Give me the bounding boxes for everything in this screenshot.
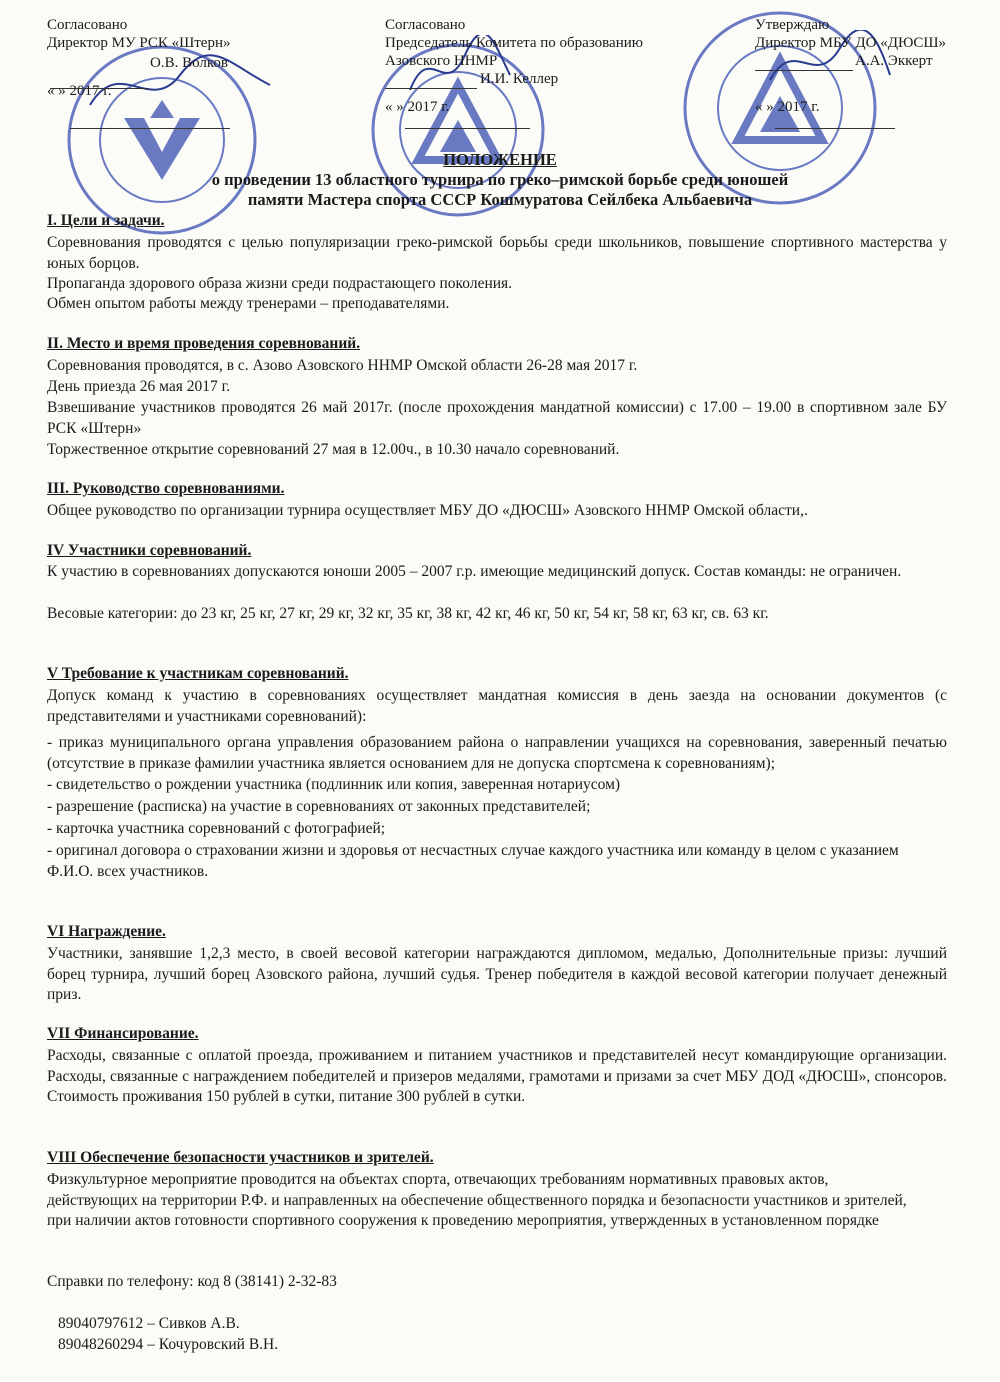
section-6-p1: Участники, занявшие 1,2,3 место, в своей весовой категории награждаются дипломом, медалью, Дополнительные призы: лучший борец турнира, лучший борец Азовского района, лучший судья. Тренер победителя в каждой весовой категории получает денежный приз. bbox=[47, 945, 947, 1003]
doc-subtitle: о проведении 13 областного турнира по греко–римской борьбе среди юношей bbox=[211, 170, 789, 189]
section-4-p2: Весовые категории: до 23 кг, 25 кг, 27 кг, 29 кг, 32 кг, 35 кг, 38 кг, 42 кг, 46 кг, 50 кг, 54 кг, 58 кг, 63 кг, св. 63 кг. bbox=[47, 605, 769, 622]
section-8-p1: Физкультурное мероприятие проводится на объектах спорта, отвечающих требованиям нормативных правовых актов, действующих на территории Р.Ф. и направленных на обеспечение общественного порядка и безопасности участников и зрителей, при наличии актов готовности спортивного сооружения к проведению мероприятия, утвержденных в установленном порядке bbox=[47, 1171, 907, 1229]
section-2-p1: Соревнования проводятся, в с. Азово Азовского ННМР Омской области 26-28 мая 2017 г. bbox=[47, 357, 638, 374]
approval-left-label: Согласовано bbox=[47, 17, 128, 33]
section-5-p4: - разрешение (расписка) на участие в соревнованиях от законных представителей; bbox=[47, 798, 591, 815]
contact-1: 89040797612 – Сивков А.В. bbox=[58, 1315, 240, 1332]
section-2-p4: Торжественное открытие соревнований 27 мая в 12.00ч., в 10.30 начало соревнований. bbox=[47, 441, 620, 458]
section-1-heading: I. Цели и задачи. bbox=[47, 212, 165, 229]
approval-left-position: Директор МУ РСК «Штерн» bbox=[47, 35, 231, 51]
section-1-p2: Пропаганда здорового образа жизни среди подрастающего поколения. bbox=[47, 275, 513, 292]
section-5-p3: - свидетельство о рождении участника (подлинник или копия, заверенная нотариусом) bbox=[47, 776, 621, 793]
approval-center bbox=[385, 16, 643, 116]
section-7-p1: Расходы, связанные с оплатой проезда, проживанием и питанием участников и представителей несут командирующие организации. Расходы, связанные с награждением победителей и призеров медалями, грамотами и призами за счет МБУ ДОД «ДЮСШ», спонсоров. Стоимость проживания 150 рублей в сутки, питание 300 рублей в сутки. bbox=[47, 1047, 947, 1105]
section-1-p1: Соревнования проводятся с целью популяризации греко-римской борьбы среди школьников, повышение спортивного мастерства у юных борцов. bbox=[47, 234, 947, 272]
section-1-p3: Обмен опытом работы между тренерами – преподавателями. bbox=[47, 295, 450, 312]
approval-center-label: Согласовано bbox=[385, 17, 466, 33]
approval-left-date: « » 2017 г. bbox=[47, 83, 112, 99]
phone-info: Справки по телефону: код 8 (38141) 2-32-83 bbox=[47, 1273, 337, 1290]
approval-right bbox=[755, 16, 946, 116]
section-7-heading: VII Финансирование. bbox=[47, 1025, 199, 1042]
section-5-p6: - оригинал договора о страховании жизни и здоровья от несчастных случае каждого участника или команду в целом с указанием Ф.И.О. всех участников. bbox=[47, 842, 899, 880]
section-2-p3: Взвешивание участников проводятся 26 май 2017г. (после прохождения мандатной комиссии) с 17.00 – 19.00 в спортивном зале БУ РСК «Штерн» bbox=[47, 399, 947, 437]
approval-center-position: Председатель Комитета по образованию bbox=[385, 35, 643, 51]
approval-right-name: А.А. Эккерт bbox=[855, 53, 933, 69]
section-3-heading: III. Руководство соревнованиями. bbox=[47, 480, 285, 497]
section-5-p2: - приказ муниципального органа управления образованием района о направлении учащихся на соревнования, заверенный печатью (отсутствие в приказе фамилии участника является основанием для не допуска спортсмена к соревнованиям); bbox=[47, 734, 947, 772]
section-2-heading: II. Место и время проведения соревнований. bbox=[47, 335, 361, 352]
section-4-p1: К участию в соревнованиях допускаются юноши 2005 – 2007 г.р. имеющие медицинский допуск. Состав команды: не ограничен. bbox=[47, 563, 902, 580]
section-4-heading: IV Участники соревнований. bbox=[47, 542, 252, 559]
section-5-p5: - карточка участника соревнований с фотографией; bbox=[47, 820, 386, 837]
contact-2: 89048260294 – Кочуровский В.Н. bbox=[58, 1336, 279, 1353]
section-5-heading: V Требование к участникам соревнований. bbox=[47, 665, 349, 682]
approval-right-label: Утверждаю bbox=[755, 17, 830, 33]
section-3-p1: Общее руководство по организации турнира осуществляет МБУ ДО «ДЮСШ» Азовского ННМР Омской области,. bbox=[47, 502, 808, 519]
section-6-heading: VI Награждение. bbox=[47, 923, 166, 940]
approval-right-date: « » 2017 г. bbox=[755, 99, 820, 115]
approval-right-position: Директор МБУ ДО «ДЮСШ» bbox=[755, 35, 947, 51]
section-5-p1: Допуск команд к участию в соревнованиях осуществляет мандатная комиссия в день заезда на основании документов (с представителями и участниками соревнований): bbox=[47, 687, 947, 725]
section-8-heading: VIII Обеспечение безопасности участников и зрителей. bbox=[47, 1149, 434, 1166]
approval-center-date: « » 2017 г. bbox=[385, 99, 450, 115]
approval-center-org: Азовского ННМР bbox=[385, 53, 498, 69]
approval-left-name: О.В. Волков bbox=[150, 55, 228, 71]
section-2-p2: День приезда 26 мая 2017 г. bbox=[47, 378, 231, 395]
approval-center-name: И.И. Келлер bbox=[480, 71, 559, 87]
doc-title: ПОЛОЖЕНИЕ bbox=[443, 150, 557, 169]
doc-subtitle-2: памяти Мастера спорта СССР Кошмуратова Сейлбека Альбаевича bbox=[247, 190, 753, 209]
